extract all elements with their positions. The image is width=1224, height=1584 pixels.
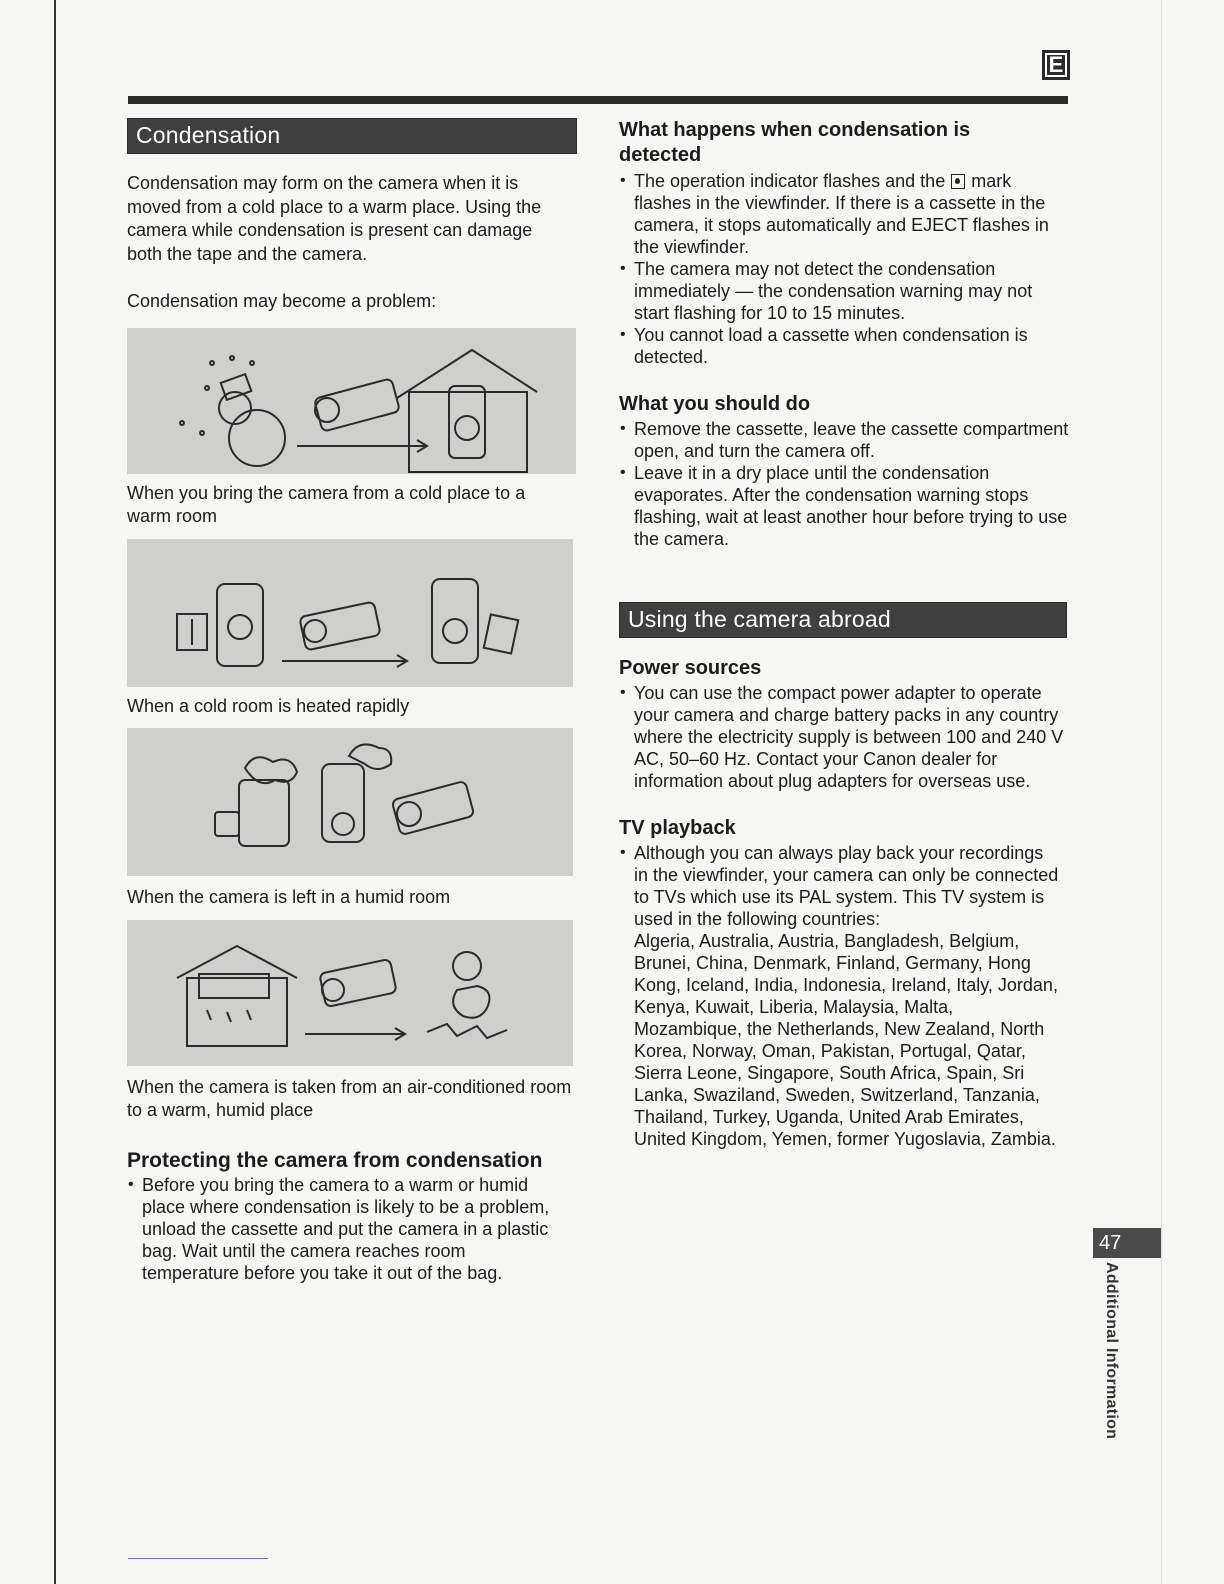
detected-bullet-1-after: mark flashes in the viewfinder. If there is a cassette in the camera, it stops automatically and EJECT flashes in the viewfinder. <box>634 171 1049 257</box>
scan-edge-right <box>1161 0 1162 1584</box>
left-column <box>127 118 577 1284</box>
language-badge: E <box>1042 50 1070 80</box>
footer-rule <box>128 1558 268 1559</box>
detected-bullet-1-before: The operation indicator flashes and the <box>634 171 946 191</box>
section-title-condensation: Condensation <box>127 118 577 154</box>
illustration-cold-to-warm <box>127 328 576 474</box>
should-do-bullet-1: • Remove the cassette, leave the cassette compartment open, and turn the camera off. <box>619 418 1069 462</box>
tv-lead: Although you can always play back your recordings in the viewfinder, your camera can only be connected to TVs which use its PAL system. This TV system is used in the following countries: <box>634 843 1059 929</box>
header-rule <box>128 96 1068 104</box>
detected-bullet-1 <box>619 170 1069 258</box>
caption-room-heated: When a cold room is heated rapidly <box>127 695 410 716</box>
condensation-mark-icon <box>951 174 965 189</box>
caption-humid-room: When the camera is left in a humid room <box>127 887 451 907</box>
heading-tv-playback: TV playback <box>619 817 736 839</box>
heading-detected: What happens when condensation is detected <box>619 119 971 166</box>
power-bullet: • You can use the compact power adapter to operate your camera and charge battery packs in any country where the electricity supply is between 100 and 240 V AC, 50–60 Hz. Contact your Canon dealer for information about plug adapters for overseas use. <box>619 682 1069 792</box>
tv-bullet <box>619 842 1059 1150</box>
should-do-bullet-2: • Leave it in a dry place until the condensation evaporates. After the condensation warning stops flashing, wait at least another hour before trying to use the camera. <box>619 462 1069 550</box>
tv-country-list: Algeria, Australia, Austria, Bangladesh, Belgium, Brunei, China, Denmark, Finland, Germany, Hong Kong, Iceland, India, Indonesia, Ireland, Italy, Jordan, Kenya, Kuwait, Liberia, Malaysia, Malta, Mozambique, the Netherlands, New Zealand, North Korea, Norway, Oman, Pakistan, Portugal, Qatar, Sierra Leone, Singapore, South Africa, Spain, Sri Lanka, Swaziland, Sweden, Switzerland, Tanzania, Thailand, Turkey, Uganda, United Arab Emirates, United Kingdom, Yemen, former Yugoslavia, Zambia. <box>634 931 1058 1149</box>
heading-power-sources: Power sources <box>619 657 762 679</box>
detected-bullet-2: • The camera may not detect the condensation immediately — the condensation warning may not start flashing for 10 to 15 minutes. <box>619 258 1069 324</box>
condensation-intro: Condensation may form on the camera when it is moved from a cold place to a warm place. Using the camera while condensation is present can damage both the tape and the camera. <box>127 173 542 264</box>
caption-aircon-to-humid: When the camera is taken from an air-conditioned room to a warm, humid place <box>127 1076 572 1120</box>
right-column <box>619 118 1069 1150</box>
protecting-bullet: • Before you bring the camera to a warm or humid place where condensation is likely to be a problem, unload the cassette and put the camera in a plastic bag. Wait until the camera reaches room temperature before you take it out of the bag. <box>127 1174 567 1284</box>
section-side-label: Additional Information <box>1103 1262 1120 1440</box>
section-title-abroad: Using the camera abroad <box>619 602 1067 638</box>
illustration-humid-room <box>127 728 573 876</box>
heading-should-do: What you should do <box>619 393 811 415</box>
caption-cold-to-warm: When you bring the camera from a cold place to a warm room <box>127 482 526 526</box>
illustration-aircon-to-humid <box>127 920 573 1066</box>
detected-bullet-3: • You cannot load a cassette when condensation is detected. <box>619 324 1069 368</box>
scan-edge <box>54 0 56 1584</box>
condensation-problem-lead: Condensation may become a problem: <box>127 291 437 311</box>
page-number-tab: 47 <box>1093 1228 1161 1258</box>
illustration-room-heated <box>127 539 573 687</box>
heading-protecting: Protecting the camera from condensation <box>127 1148 543 1172</box>
